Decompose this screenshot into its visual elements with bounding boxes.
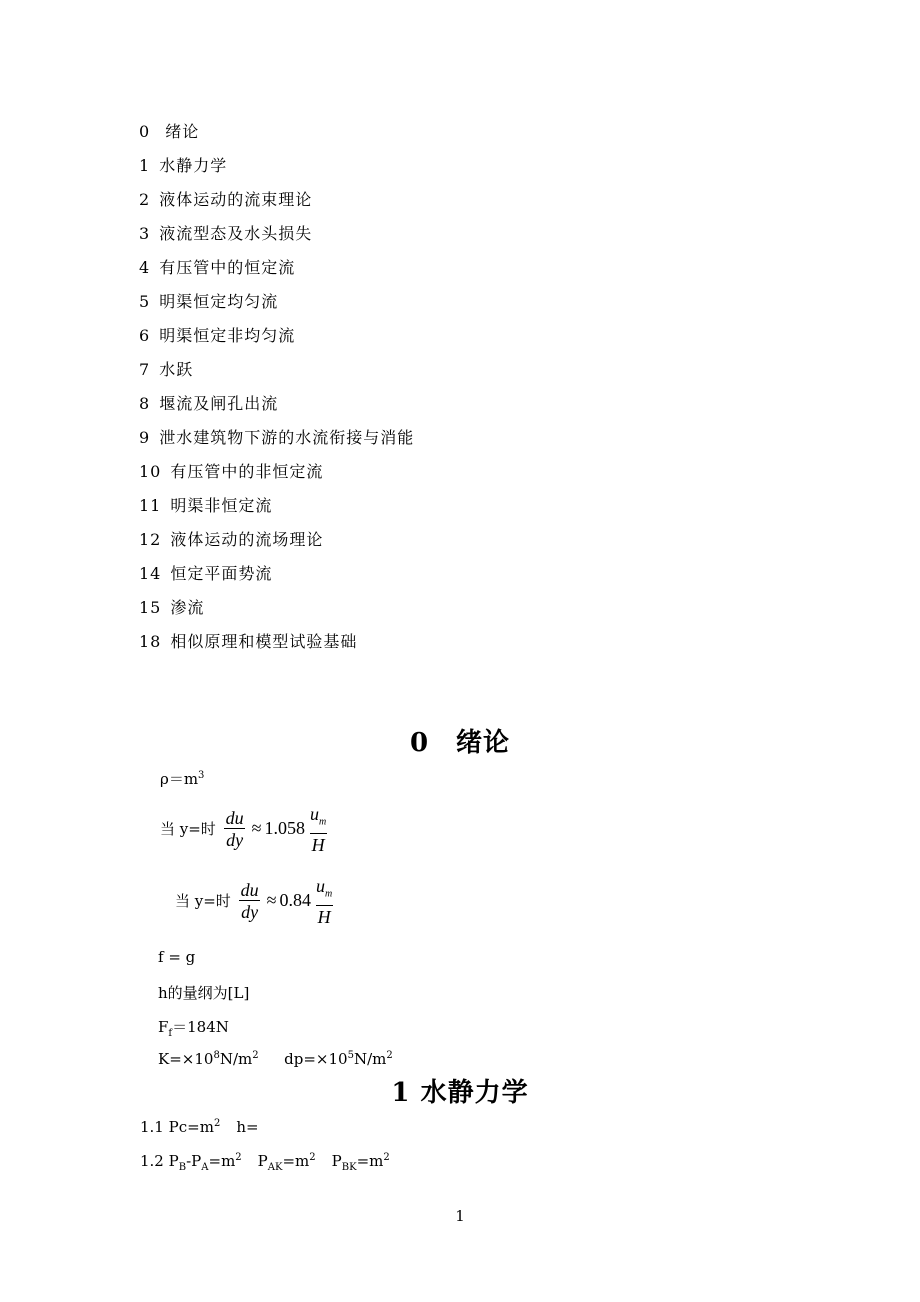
toc-item-number: 10 xyxy=(139,462,162,481)
friction-force-line: $F_f=184N$ xyxy=(158,1018,229,1039)
dimension-line: h的量纲为[L] xyxy=(158,984,250,1002)
toc-item xyxy=(139,390,414,424)
equation-2: 当 y=时 $\frac{du}{dy}$ ≈ 0.84 $\frac{u_m}{H}$ xyxy=(175,876,333,927)
toc-item xyxy=(139,118,414,152)
toc-item-title: 有压管中的恒定流 xyxy=(159,258,296,277)
toc-item xyxy=(139,356,414,390)
toc-item-title: 水静力学 xyxy=(159,156,228,175)
density-line: $\rho=m^3$ xyxy=(160,770,205,788)
problem-1-1: 1.1 $Pc=m^2$ h= xyxy=(140,1118,259,1136)
modulus-line: $K=\times 10^8N/m^2$ $dp=\times 10^5N/m^2$ xyxy=(158,1050,393,1068)
toc-item xyxy=(139,424,414,458)
toc-item xyxy=(139,220,414,254)
fg-line: f = g xyxy=(158,948,196,966)
toc-item-number: 12 xyxy=(139,530,162,549)
toc-item-title: 明渠恒定均匀流 xyxy=(159,292,279,311)
toc-item xyxy=(139,526,414,560)
toc-item xyxy=(139,288,414,322)
toc-item-title: 相似原理和模型试验基础 xyxy=(170,632,358,651)
toc-item-title: 水跃 xyxy=(159,360,194,379)
toc-item-number: 2 xyxy=(139,190,151,209)
toc-item-number: 4 xyxy=(139,258,151,277)
fraction-um-H: $\frac{u_m}{H}$ xyxy=(309,804,327,855)
table-of-contents xyxy=(139,118,414,662)
heading-section-0: 0 绪论 xyxy=(409,728,511,758)
toc-item-title: 绪论 xyxy=(165,122,200,141)
toc-item-title: 液体运动的流束理论 xyxy=(159,190,313,209)
fraction-du-dy: $\frac{du}{dy}$ xyxy=(225,808,244,851)
toc-item-number: 18 xyxy=(139,632,162,651)
toc-item-number: 6 xyxy=(139,326,151,345)
heading-section-1: 1 水静力学 xyxy=(391,1078,529,1108)
toc-item xyxy=(139,322,414,356)
toc-item xyxy=(139,492,414,526)
problem-1-2: 1.2 $P_B-P_A=m^2$ $P_{AK}=m^2$ $P_{BK}=m^2$ xyxy=(140,1152,390,1173)
toc-item-title: 泄水建筑物下游的水流衔接与消能 xyxy=(159,428,415,447)
page-number: 1 xyxy=(455,1207,465,1225)
fraction-um-H-2: $\frac{u_m}{H}$ xyxy=(315,876,333,927)
fraction-du-dy-2: $\frac{du}{dy}$ xyxy=(240,880,259,923)
toc-item-number: 0 xyxy=(139,122,151,141)
toc-item-number: 8 xyxy=(139,394,151,413)
toc-item xyxy=(139,186,414,220)
toc-item-number: 14 xyxy=(139,564,162,583)
toc-item-number: 9 xyxy=(139,428,151,447)
toc-item xyxy=(139,254,414,288)
toc-item-number: 15 xyxy=(139,598,162,617)
toc-item-number: 3 xyxy=(139,224,151,243)
equation-1: 当 y=时 $\frac{du}{dy}$ ≈ 1.058 $\frac{u_m}{H}$ xyxy=(160,804,327,855)
toc-item-number: 11 xyxy=(139,496,162,515)
toc-item xyxy=(139,560,414,594)
toc-item-number: 1 xyxy=(139,156,151,175)
toc-item xyxy=(139,458,414,492)
toc-item-number: 5 xyxy=(139,292,151,311)
toc-item-title: 明渠恒定非均匀流 xyxy=(159,326,296,345)
toc-item-title: 堰流及闸孔出流 xyxy=(159,394,279,413)
toc-item-title: 渗流 xyxy=(170,598,205,617)
toc-item-number: 7 xyxy=(139,360,151,379)
toc-item-title: 液体运动的流场理论 xyxy=(170,530,324,549)
toc-item xyxy=(139,152,414,186)
toc-item-title: 恒定平面势流 xyxy=(170,564,273,583)
toc-item-title: 液流型态及水头损失 xyxy=(159,224,313,243)
toc-item-title: 有压管中的非恒定流 xyxy=(170,462,324,481)
toc-item-title: 明渠非恒定流 xyxy=(170,496,273,515)
toc-item xyxy=(139,628,414,662)
toc-item xyxy=(139,594,414,628)
